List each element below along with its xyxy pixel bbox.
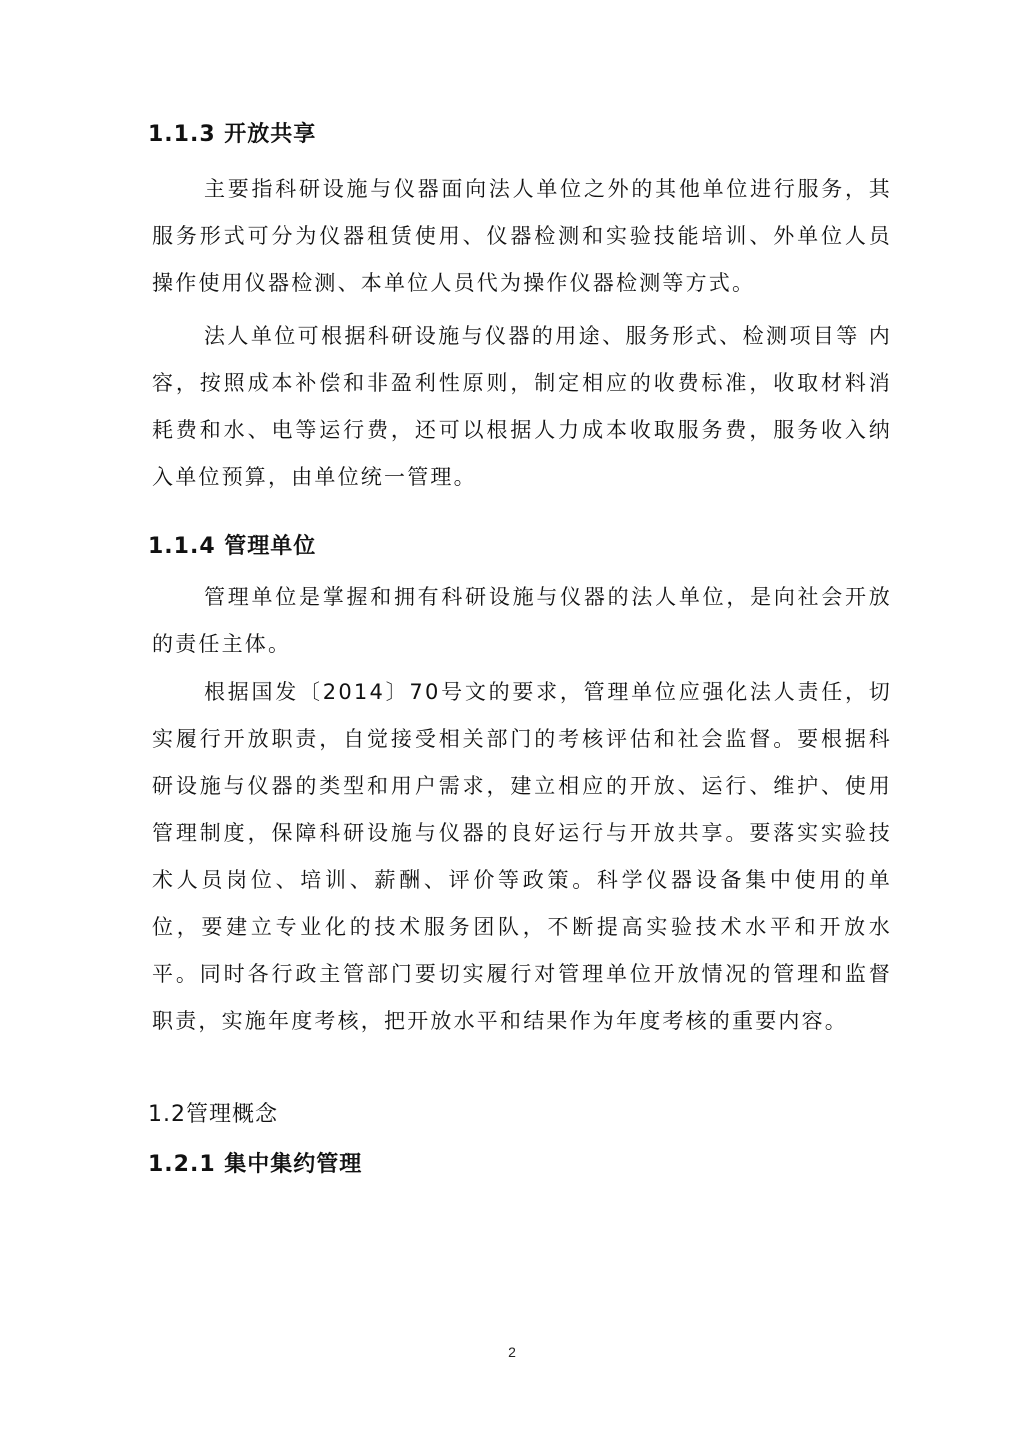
paragraph-management-unit-definition: 管理单位是掌握和拥有科研设施与仪器的法人单位，是向社会开放的责任主体。 [152, 585, 892, 656]
page-number: 2 [508, 1344, 516, 1360]
paragraph-management-unit-requirements: 根据国发〔2014〕70号文的要求，管理单位应强化法人责任，切实履行开放职责，自觉接受相关部门的考核评估和社会监督。要根据科研设施与仪器的类型和用户需求，建立相应的开放、运行、维护、使用管理制度，保障科研设施与仪器的良好运行与开放共享。要落实实验技术人员岗位、培训、薪酬、评价等政策。科学仪器设备集中使用的单位，要建立专业化的技术服务团队，不断提高实验技术水平和开放水平。同时各行政主管部门要切实履行对管理单位开放情况的管理和监督职责，实施年度考核，把开放水平和结果作为年度考核的重要内容。 [152, 680, 892, 1033]
section-heading-1-1-4: 1.1.4 管理单位 [148, 534, 317, 559]
paragraph-open-sharing-definition: 主要指科研设施与仪器面向法人单位之外的其他单位进行服务，其服务形式可分为仪器租赁使用、仪器检测和实验技能培训、外单位人员操作使用仪器检测、本单位人员代为操作仪器检测等方式。 [152, 177, 892, 295]
section-heading-1-2-1: 1.2.1 集中集约管理 [148, 1152, 363, 1177]
section-heading-1-1-3: 1.1.3 开放共享 [148, 122, 317, 147]
section-heading-1-2: 1.2管理概念 [148, 1102, 278, 1127]
paragraph-open-sharing-fees: 法人单位可根据科研设施与仪器的用途、服务形式、检测项目等 内容，按照成本补偿和非盈利性原则，制定相应的收费标准，收取材料消耗费和水、电等运行费，还可以根据人力成本收取服务费，服务收入纳入单位预算，由单位统一管理。 [152, 324, 892, 489]
